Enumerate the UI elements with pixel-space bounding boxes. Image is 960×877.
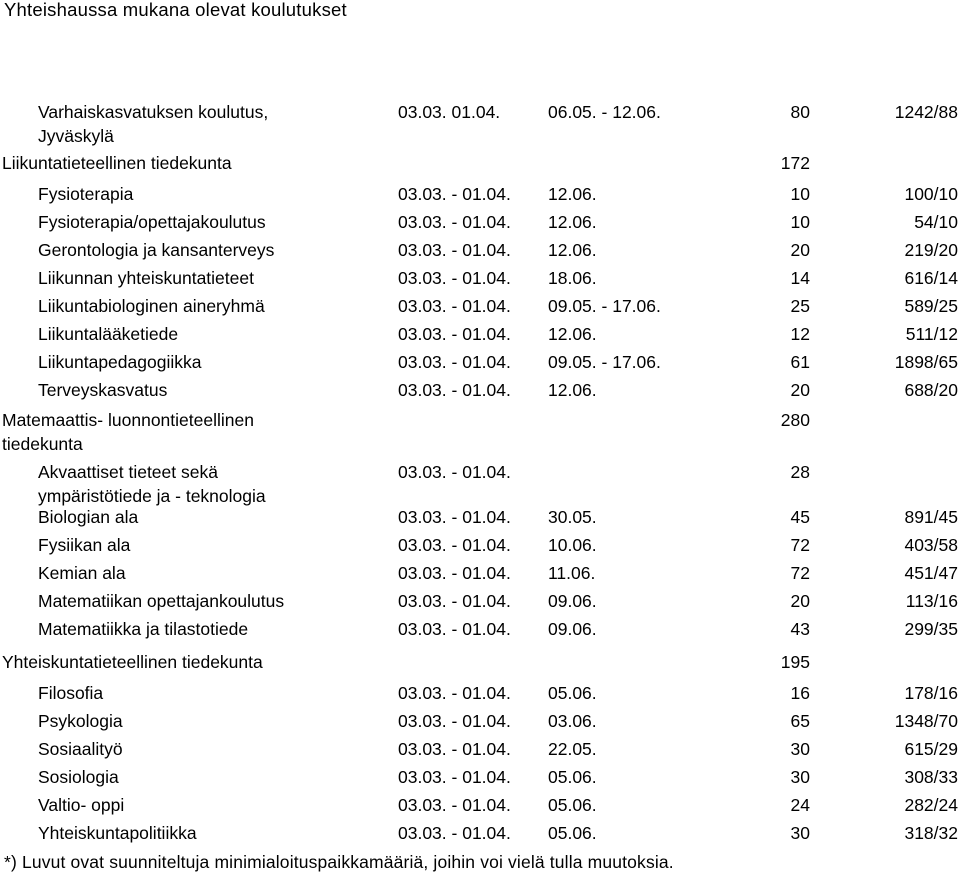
program-name-line: Valtio- oppi — [38, 795, 125, 815]
applicants-ratio: 299/35 — [904, 619, 958, 639]
intake-count: 43 — [790, 619, 810, 639]
program-name-line: Kemian ala — [38, 563, 126, 583]
intake-count: 16 — [790, 683, 810, 703]
entrance-exam-date: 09.06. — [548, 591, 597, 611]
applicants-ratio: 615/29 — [904, 739, 958, 759]
entrance-exam-date: 12.06. — [548, 324, 597, 344]
program-name — [38, 238, 274, 262]
program-name-line: Liikuntatieteellinen tiedekunta — [2, 153, 232, 173]
program-name-line: Psykologia — [38, 711, 123, 731]
intake-count: 20 — [790, 240, 810, 260]
program-name — [38, 294, 265, 318]
application-period: 03.03. - 01.04. — [398, 212, 511, 232]
application-period: 03.03. - 01.04. — [398, 711, 511, 731]
intake-count: 172 — [780, 153, 810, 173]
intake-count: 195 — [780, 652, 810, 672]
program-name-line: Matematiikka ja tilastotiede — [38, 619, 249, 639]
intake-count: 12 — [790, 324, 810, 344]
application-period: 03.03. - 01.04. — [398, 535, 511, 555]
program-name-line: Sosiaalityö — [38, 739, 123, 759]
footnote: *) Luvut ovat suunniteltuja minimialoituspaikkamääriä, joihin voi vielä tulla muutoksia. — [4, 852, 674, 872]
application-period: 03.03. - 01.04. — [398, 352, 511, 372]
intake-count: 25 — [790, 296, 810, 316]
entrance-exam-date: 09.05. - 17.06. — [548, 296, 661, 316]
program-name-line: Fysioterapia/opettajakoulutus — [38, 212, 266, 232]
applicants-ratio: 891/45 — [904, 507, 958, 527]
intake-count: 61 — [790, 352, 810, 372]
application-period: 03.03. - 01.04. — [398, 268, 511, 288]
program-name-line: Filosofia — [38, 683, 104, 703]
entrance-exam-date: 18.06. — [548, 268, 597, 288]
program-name-line: Liikuntalääketiede — [38, 324, 179, 344]
intake-count: 20 — [790, 380, 810, 400]
intake-count: 30 — [790, 739, 810, 759]
program-name-line: Liikunnan yhteiskuntatieteet — [38, 268, 254, 288]
application-period: 03.03. - 01.04. — [398, 767, 511, 787]
intake-count: 72 — [790, 563, 810, 583]
entrance-exam-date: 09.05. - 17.06. — [548, 352, 661, 372]
applicants-ratio: 113/16 — [905, 591, 958, 611]
intake-count: 30 — [790, 767, 810, 787]
program-name-line: Fysioterapia — [38, 184, 134, 204]
application-period: 03.03. - 01.04. — [398, 380, 511, 400]
applicants-ratio: 178/16 — [904, 683, 958, 703]
application-period: 03.03. - 01.04. — [398, 683, 511, 703]
program-name-line: Liikuntabiologinen aineryhmä — [38, 296, 265, 316]
applicants-ratio: 451/47 — [904, 563, 958, 583]
intake-count: 24 — [790, 795, 810, 815]
program-name — [38, 617, 248, 641]
intake-count: 10 — [790, 184, 810, 204]
entrance-exam-date: 06.05. - 12.06. — [548, 102, 661, 122]
entrance-exam-date: 12.06. — [548, 240, 597, 260]
application-period: 03.03. - 01.04. — [398, 507, 511, 527]
program-name — [2, 650, 263, 674]
program-name — [38, 266, 254, 290]
entrance-exam-date: 11.06. — [548, 563, 596, 583]
program-name-line: Matematiikan opettajankoulutus — [38, 591, 285, 611]
program-name — [38, 505, 138, 529]
application-period: 03.03. - 01.04. — [398, 324, 511, 344]
program-name — [2, 408, 254, 456]
program-name-line: Sosiologia — [38, 767, 119, 787]
application-period: 03.03. - 01.04. — [398, 591, 511, 611]
program-name — [38, 765, 119, 789]
program-name-line: Terveyskasvatus — [38, 380, 168, 400]
entrance-exam-date: 30.05. — [548, 507, 597, 527]
applicants-ratio: 308/33 — [904, 767, 958, 787]
applicants-ratio: 54/10 — [914, 212, 958, 232]
applicants-ratio: 511/12 — [905, 324, 958, 344]
program-name-line: tiedekunta — [2, 434, 83, 454]
application-period: 03.03. - 01.04. — [398, 462, 511, 482]
application-period: 03.03. - 01.04. — [398, 296, 511, 316]
program-name — [38, 460, 266, 508]
applicants-ratio: 100/10 — [904, 184, 958, 204]
applicants-ratio: 1348/70 — [894, 711, 958, 731]
program-name-line: Varhaiskasvatuksen koulutus, — [38, 102, 269, 122]
intake-count: 14 — [790, 268, 810, 288]
program-name-line: Matemaattis- luonnontieteellinen — [2, 410, 254, 430]
program-name-line: Jyväskylä — [38, 126, 114, 146]
program-name — [38, 378, 167, 402]
entrance-exam-date: 22.05. — [548, 739, 597, 759]
program-name — [38, 737, 123, 761]
program-name-line: Akvaattiset tieteet sekä — [38, 462, 218, 482]
application-period: 03.03. 01.04. — [398, 102, 501, 122]
intake-count: 72 — [790, 535, 810, 555]
application-period: 03.03. - 01.04. — [398, 563, 511, 583]
program-name — [38, 561, 126, 585]
applicants-ratio: 318/32 — [904, 823, 958, 843]
intake-count: 28 — [790, 462, 810, 482]
program-name — [38, 589, 284, 613]
application-period: 03.03. - 01.04. — [398, 240, 511, 260]
entrance-exam-date: 12.06. — [548, 184, 597, 204]
program-name-line: Fysiikan ala — [38, 535, 131, 555]
program-name-line: Yhteiskuntapolitiikka — [38, 823, 197, 843]
entrance-exam-date: 05.06. — [548, 683, 597, 703]
entrance-exam-date: 12.06. — [548, 212, 597, 232]
intake-count: 280 — [780, 410, 810, 430]
entrance-exam-date: 05.06. — [548, 823, 597, 843]
application-period: 03.03. - 01.04. — [398, 823, 511, 843]
entrance-exam-date: 05.06. — [548, 795, 597, 815]
program-name-line: ympäristötiede ja - teknologia — [38, 486, 266, 506]
application-period: 03.03. - 01.04. — [398, 619, 511, 639]
intake-count: 20 — [790, 591, 810, 611]
entrance-exam-date: 10.06. — [548, 535, 597, 555]
applicants-ratio: 1898/65 — [894, 352, 958, 372]
entrance-exam-date: 12.06. — [548, 380, 597, 400]
intake-count: 80 — [790, 102, 810, 122]
applicants-ratio: 403/58 — [904, 535, 958, 555]
applicants-ratio: 219/20 — [904, 240, 958, 260]
application-period: 03.03. - 01.04. — [398, 739, 511, 759]
program-name — [38, 100, 268, 148]
intake-count: 65 — [790, 711, 810, 731]
program-name-line: Gerontologia ja kansanterveys — [38, 240, 275, 260]
page-title: Yhteishaussa mukana olevat koulutukset — [4, 0, 347, 20]
program-name — [38, 322, 178, 346]
program-name — [38, 821, 197, 845]
entrance-exam-date: 05.06. — [548, 767, 597, 787]
program-name — [2, 151, 232, 175]
application-period: 03.03. - 01.04. — [398, 184, 511, 204]
program-name-line: Yhteiskuntatieteellinen tiedekunta — [2, 652, 263, 672]
entrance-exam-date: 03.06. — [548, 711, 597, 731]
program-name — [38, 210, 266, 234]
program-name — [38, 182, 133, 206]
program-name — [38, 681, 103, 705]
intake-count: 45 — [790, 507, 810, 527]
intake-count: 10 — [790, 212, 810, 232]
program-name-line: Liikuntapedagogiikka — [38, 352, 202, 372]
application-period: 03.03. - 01.04. — [398, 795, 511, 815]
applicants-ratio: 282/24 — [904, 795, 958, 815]
program-name — [38, 533, 130, 557]
intake-count: 30 — [790, 823, 810, 843]
applicants-ratio: 688/20 — [904, 380, 958, 400]
applicants-ratio: 1242/88 — [894, 102, 958, 122]
applicants-ratio: 616/14 — [904, 268, 958, 288]
entrance-exam-date: 09.06. — [548, 619, 597, 639]
program-name-line: Biologian ala — [38, 507, 139, 527]
program-name — [38, 709, 123, 733]
applicants-ratio: 589/25 — [904, 296, 958, 316]
program-name — [38, 350, 201, 374]
program-name — [38, 793, 124, 817]
